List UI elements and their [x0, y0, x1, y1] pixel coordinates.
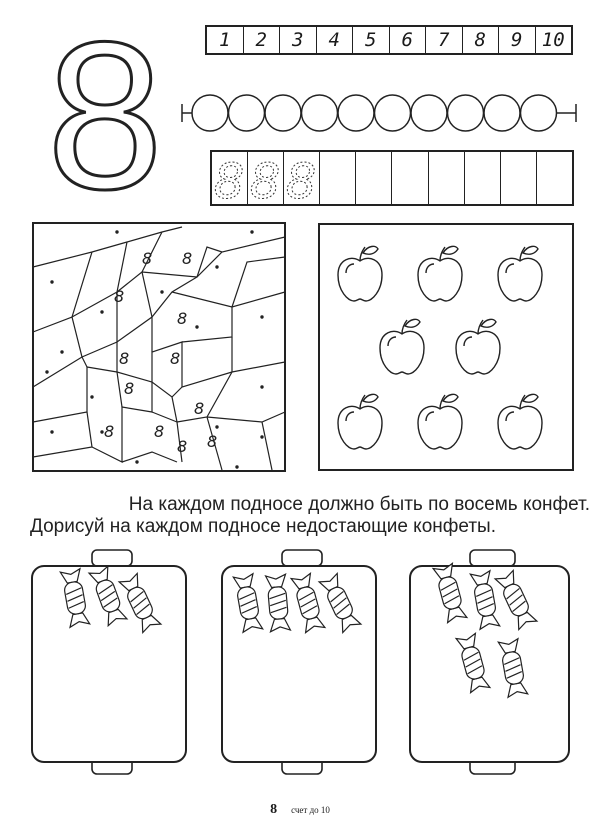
- puzzle-eight: 8: [119, 349, 130, 368]
- bead: [229, 95, 265, 131]
- trace-cell: [212, 152, 248, 204]
- bead: [484, 95, 520, 131]
- puzzle-eight: 8: [177, 309, 188, 328]
- bead-counter: [180, 90, 580, 136]
- number-cell: 2: [244, 27, 281, 53]
- svg-text:8: 8: [46, 18, 164, 203]
- puzzle-eight: 8: [114, 287, 125, 306]
- puzzle-eight: 8: [142, 249, 153, 268]
- task-instructions: [30, 494, 590, 538]
- puzzle-eight: 8: [124, 379, 135, 398]
- apples-counting-frame: [318, 223, 574, 471]
- puzzle-dot: [135, 460, 138, 463]
- apple-icon: [380, 319, 424, 374]
- number-cell: 8: [463, 27, 500, 53]
- number-cell: 5: [353, 27, 390, 53]
- trace-cell: [248, 152, 284, 204]
- puzzle-dot: [260, 315, 263, 318]
- puzzle-eight: 8: [182, 249, 193, 268]
- puzzle-dot: [115, 230, 118, 233]
- trace-digit-strip: [210, 150, 574, 206]
- bead: [411, 95, 447, 131]
- tray-2: [220, 548, 380, 778]
- puzzle-eight: 8: [104, 422, 115, 441]
- puzzle-eight: 8: [170, 349, 181, 368]
- page-topic: счет до 10: [291, 805, 330, 815]
- number-cell: 9: [499, 27, 536, 53]
- number-cell: 4: [317, 27, 354, 53]
- puzzle-dot: [60, 350, 63, 353]
- puzzle-dot: [50, 430, 53, 433]
- bead: [338, 95, 374, 131]
- svg-text:8: 8: [213, 154, 245, 204]
- puzzle-eight: 8: [154, 422, 165, 441]
- puzzle-dot: [195, 325, 198, 328]
- puzzle-dot: [160, 290, 163, 293]
- tray-1: [30, 548, 190, 778]
- apple-icon: [456, 319, 500, 374]
- apple-icon: [338, 394, 382, 449]
- bead: [265, 95, 301, 131]
- trace-cell[interactable]: [501, 152, 537, 204]
- bead: [521, 95, 557, 131]
- number-cell: 10: [541, 29, 565, 51]
- puzzle-dot: [215, 425, 218, 428]
- bead: [448, 95, 484, 131]
- puzzle-dot: [215, 265, 218, 268]
- bead: [375, 95, 411, 131]
- apple-icon: [338, 246, 382, 301]
- big-digit-eight: [30, 18, 180, 203]
- puzzle-dot: [100, 310, 103, 313]
- puzzle-dot: [260, 435, 263, 438]
- puzzle-dot: [50, 280, 53, 283]
- number-cell: 3: [280, 27, 317, 53]
- puzzle-dot: [260, 385, 263, 388]
- svg-text:8: 8: [249, 154, 281, 204]
- trace-cell[interactable]: [537, 152, 572, 204]
- number-strip: [205, 25, 573, 55]
- puzzle-dot: [90, 395, 93, 398]
- apple-icon: [418, 394, 462, 449]
- task-line-2: Дорисуй на каждом подносе недостающие конфеты.: [30, 516, 496, 537]
- number-cell: 6: [390, 27, 427, 53]
- puzzle-eight: 8: [194, 399, 205, 418]
- number-cell: 1: [207, 27, 244, 53]
- trace-cell: [284, 152, 320, 204]
- tray-3: [408, 548, 573, 778]
- task-line-1: На каждом подносе должно быть по восемь конфет.: [128, 494, 590, 515]
- puzzle-dot: [45, 370, 48, 373]
- trace-cell[interactable]: [392, 152, 428, 204]
- apple-icon: [498, 394, 542, 449]
- trace-cell[interactable]: [429, 152, 465, 204]
- page-footer: [0, 800, 600, 818]
- apple-icon: [418, 246, 462, 301]
- bead: [302, 95, 338, 131]
- puzzle-dot: [235, 465, 238, 468]
- puzzle-dot: [250, 230, 253, 233]
- svg-text:8: 8: [285, 154, 317, 204]
- trace-cell[interactable]: [356, 152, 392, 204]
- puzzle-eight: 8: [207, 432, 218, 451]
- apple-icon: [498, 246, 542, 301]
- page-number: 8: [270, 802, 278, 817]
- trace-cell[interactable]: [320, 152, 356, 204]
- trace-cell[interactable]: [465, 152, 501, 204]
- number-cell: 7: [426, 27, 463, 53]
- bead: [192, 95, 228, 131]
- color-by-dot-puzzle: [32, 222, 286, 472]
- puzzle-eight: 8: [177, 437, 188, 456]
